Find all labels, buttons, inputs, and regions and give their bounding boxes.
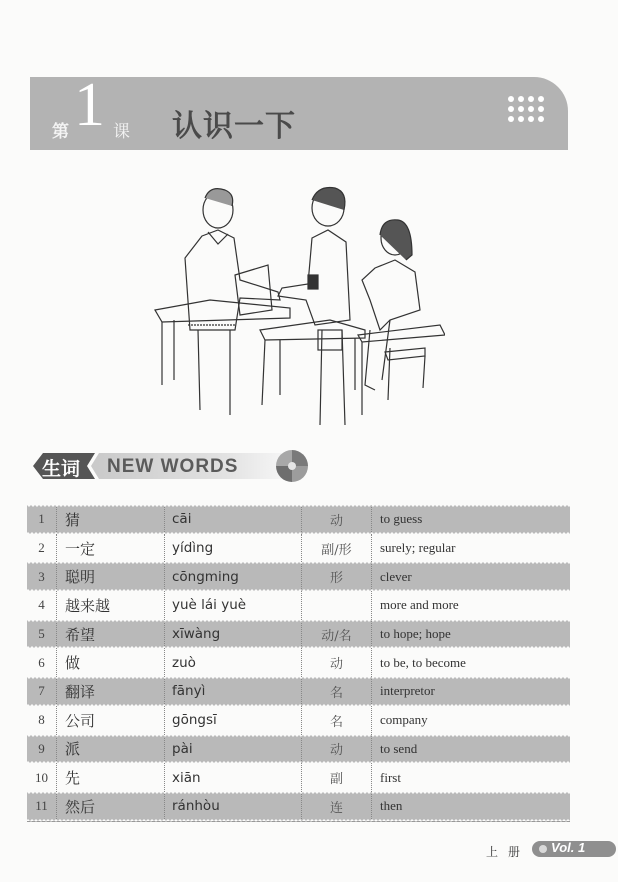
dot-grid-icon [508,96,544,122]
word-part-of-speech: 连 [302,792,372,821]
word-pinyin: yuè lái yuè [165,591,302,620]
word-part-of-speech: 副 [302,763,372,792]
word-pinyin: zuò [165,648,302,677]
new-words-banner [33,453,283,479]
word-hanzi: 一定 [57,534,165,563]
word-hanzi: 希望 [57,620,165,649]
word-pinyin: xiān [165,763,302,792]
word-english: surely; regular [380,540,456,556]
word-number: 4 [27,591,57,620]
word-part-of-speech: 副/形 [302,534,372,563]
word-pinyin: cāi [165,505,302,534]
word-english: clever [380,568,412,584]
word-english: then [380,798,403,814]
word-pinyin: cōngming [165,562,302,591]
lesson-prefix: 第 [52,122,69,142]
lesson-suffix: 课 [113,122,130,142]
word-english: interpretor [380,683,435,699]
word-number: 2 [27,534,57,563]
lesson-header-band [30,77,568,150]
word-english: company [380,712,428,728]
word-part-of-speech: 动/名 [302,620,372,649]
table-row [27,735,570,764]
bullet-icon [539,845,547,853]
word-hanzi: 聪明 [57,562,165,591]
word-part-of-speech: 名 [302,677,372,706]
word-hanzi: 然后 [57,792,165,821]
word-hanzi: 越来越 [57,591,165,620]
word-number: 5 [27,620,57,649]
table-row [27,534,570,563]
word-pinyin: ránhòu [165,792,302,821]
word-pinyin: yídìng [165,534,302,563]
word-pinyin: gōngsī [165,706,302,735]
word-hanzi: 公司 [57,706,165,735]
word-english: to hope; hope [380,626,451,642]
word-number: 1 [27,505,57,534]
lesson-title: 认识一下 [172,109,296,144]
word-hanzi: 翻译 [57,677,165,706]
volume-label-en: Vol. 1 [551,840,586,855]
table-row [27,505,570,534]
table-row [27,620,570,649]
table-row [27,677,570,706]
word-english: first [380,769,401,785]
table-row [27,763,570,792]
word-pinyin: fānyì [165,677,302,706]
word-number: 7 [27,677,57,706]
word-number: 9 [27,735,57,764]
word-part-of-speech: 动 [302,735,372,764]
word-english: to be, to become [380,654,466,670]
table-row [27,706,570,735]
new-words-en-label: NEW WORDS [107,456,239,477]
word-english: to send [380,740,418,756]
word-part-of-speech: 动 [302,505,372,534]
word-pinyin: pài [165,735,302,764]
lesson-number: 1 [74,71,105,139]
table-row [27,792,570,822]
volume-label-cn: 上册 [486,845,531,859]
word-part-of-speech: 动 [302,648,372,677]
word-hanzi: 猜 [57,505,165,534]
new-words-cn-label: 生词 [42,458,81,480]
vocabulary-table [27,505,570,822]
word-part-of-speech [302,591,372,620]
word-hanzi: 做 [57,648,165,677]
word-english: more and more [380,597,459,613]
table-row [27,562,570,591]
table-row [27,591,570,620]
word-number: 3 [27,562,57,591]
word-part-of-speech: 形 [302,562,372,591]
word-number: 6 [27,648,57,677]
cd-icon[interactable] [276,450,308,482]
word-english: to guess [380,511,423,527]
word-hanzi: 先 [57,763,165,792]
word-hanzi: 派 [57,735,165,764]
word-part-of-speech: 名 [302,706,372,735]
word-number: 11 [27,792,57,821]
classroom-illustration [150,180,445,425]
word-number: 8 [27,706,57,735]
word-pinyin: xīwàng [165,620,302,649]
word-number: 10 [27,763,57,792]
table-row [27,648,570,677]
